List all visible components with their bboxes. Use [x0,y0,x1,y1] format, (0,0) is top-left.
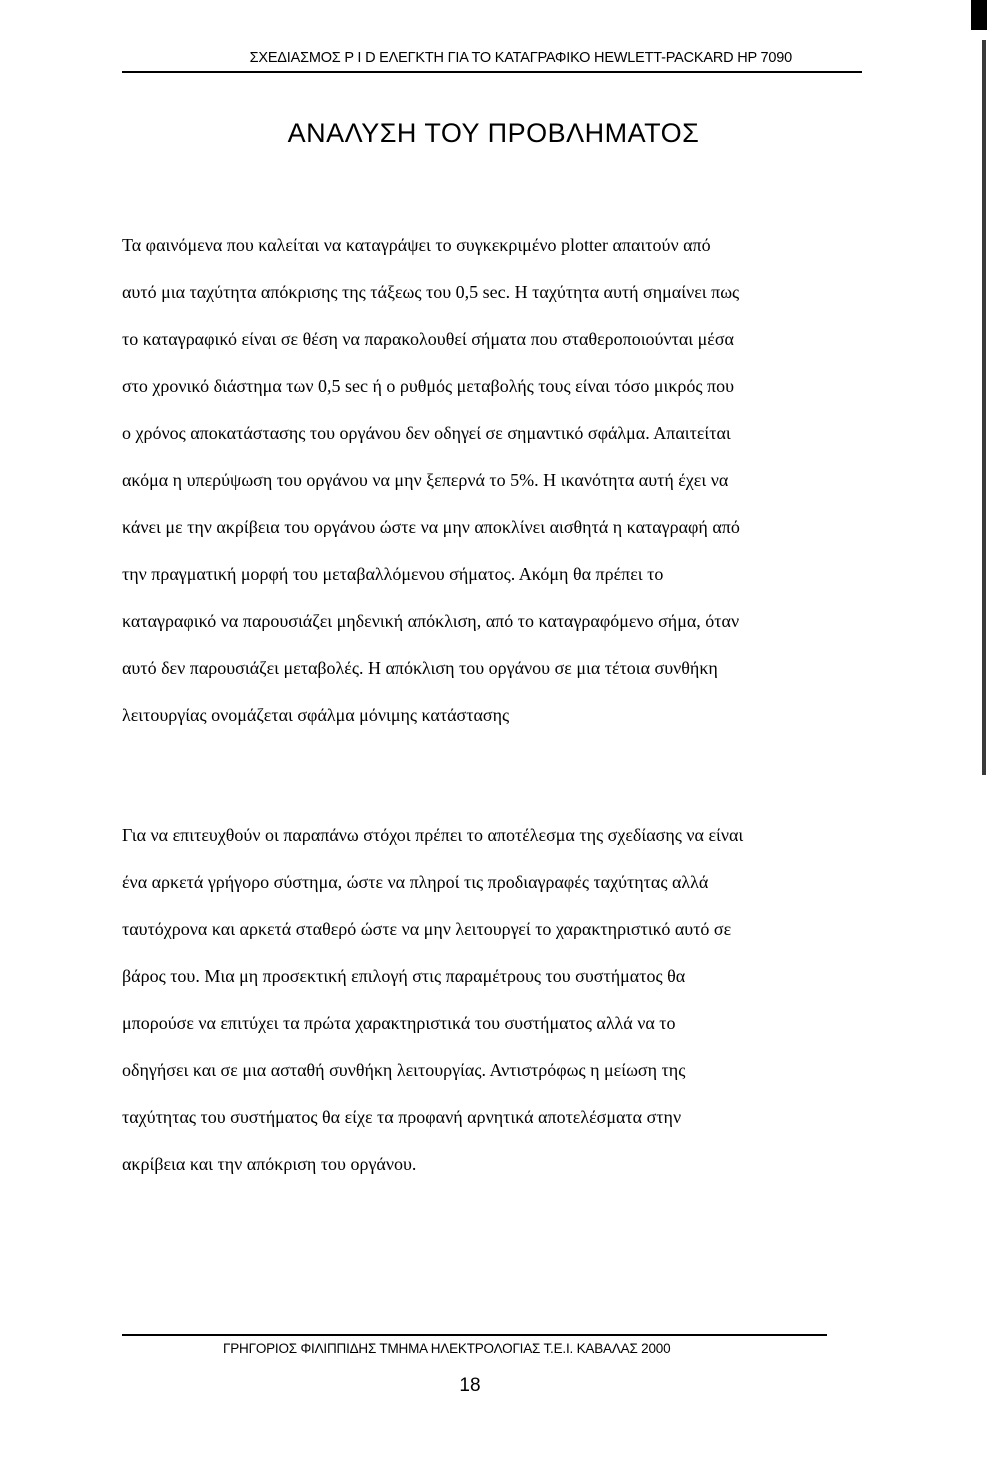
scan-margin-line [982,40,986,775]
text-line: βάρος του. Μια μη προσεκτική επιλογή στις παραμέτρους του συστήματος θα [122,966,686,986]
text-line: την πραγματική μορφή του μεταβαλλόμενου σήματος. Ακόμη θα πρέπει το [122,564,664,584]
header-rule [122,71,862,73]
running-header [120,50,862,66]
running-footer: ΓΡΗΓΟΡΙΟΣ ΦΙΛΙΠΠΙΔΗΣ ΤΜΗΜΑ ΗΛΕΚΤΡΟΛΟΓΙΑΣ Τ.Ε.Ι. ΚΑΒΑΛΑΣ 2000 [223,1341,671,1356]
text-line: κάνει με την ακρίβεια του οργάνου ώστε να μην αποκλίνει αισθητά η καταγραφή από [122,517,740,537]
paragraph-1 [122,222,852,739]
running-header-text: ΣΧΕΔΙΑΣΜΟΣ P I D ΕΛΕΓΚΤΗ ΓΙΑ ΤΟ ΚΑΤΑΓΡΑΦΙΚΟ HEWLETT-PACKARD HP 7090 [249,50,792,66]
text-line: ο χρόνος αποκατάστασης του οργάνου δεν οδηγεί σε σημαντικό σφάλμα. Απαιτείται [122,423,731,443]
text-line: Για να επιτευχθούν οι παραπάνω στόχοι πρέπει το αποτέλεσμα της σχεδίασης να είναι [122,825,744,845]
text-line: ακόμα η υπερύψωση του οργάνου να μην ξεπερνά το 5%. Η ικανότητα αυτή έχει να [122,470,729,490]
page-number: 18 [459,1375,481,1396]
scan-corner-mark [971,0,987,30]
footer-rule [122,1334,827,1336]
text-line: καταγραφικό να παρουσιάζει μηδενική απόκλιση, από το καταγραφόμενο σήμα, όταν [122,611,740,631]
text-line: στο χρονικό διάστημα των 0,5 sec ή ο ρυθμός μεταβολής τους είναι τόσο μικρός που [122,376,734,396]
text-line: οδηγήσει και σε μια ασταθή συνθήκη λειτουργίας. Αντιστρόφως η μείωση της [122,1060,686,1080]
text-line: αυτό μια ταχύτητα απόκρισης της τάξεως του 0,5 sec. Η ταχύτητα αυτή σημαίνει πως [122,282,740,302]
text-line: λειτουργίας ονομάζεται σφάλμα μόνιμης κατάστασης [122,705,510,725]
text-line: μπορούσε να επιτύχει τα πρώτα χαρακτηριστικά του συστήματος αλλά να το [122,1013,676,1033]
section-title: ΑΝΑΛΥΣΗ ΤΟΥ ΠΡΟΒΛΗΜΑΤΟΣ [287,118,700,148]
text-line: ταχύτητας του συστήματος θα είχε τα προφανή αρνητικά αποτελέσματα στην [122,1107,682,1127]
text-line: ακρίβεια και την απόκριση του οργάνου. [122,1154,417,1174]
text-line: ταυτόχρονα και αρκετά σταθερό ώστε να μην λειτουργεί το χαρακτηριστικό αυτό σε [122,919,732,939]
paragraph-2 [122,812,852,1188]
text-line: το καταγραφικό είναι σε θέση να παρακολουθεί σήματα που σταθεροποιούνται μέσα [122,329,734,349]
text-line: αυτό δεν παρουσιάζει μεταβολές. Η απόκλιση του οργάνου σε μια τέτοια συνθήκη [122,658,718,678]
text-line: Τα φαινόμενα που καλείται να καταγράψει το συγκεκριμένο plotter απαιτούν από [122,235,711,255]
text-line: ένα αρκετά γρήγορο σύστημα, ώστε να πληροί τις προδιαγραφές ταχύτητας αλλά [122,872,709,892]
